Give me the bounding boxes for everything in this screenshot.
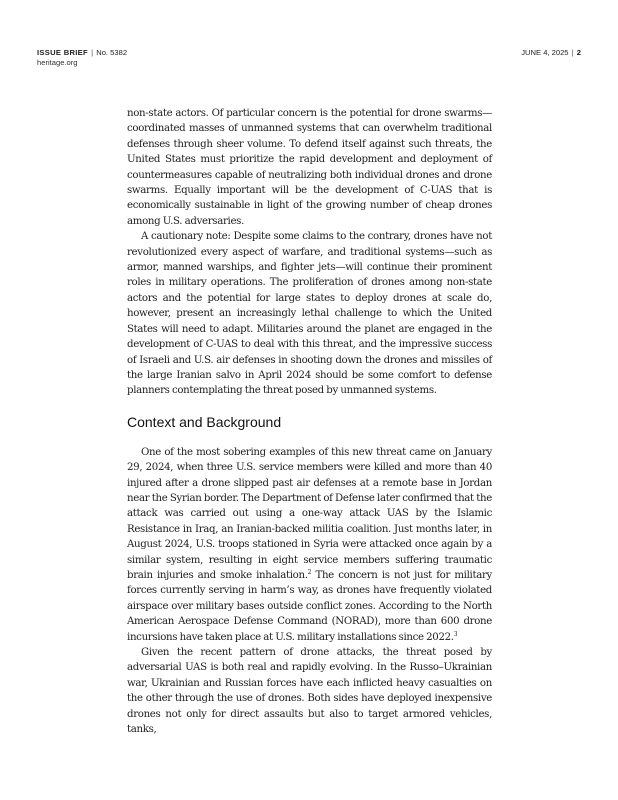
header-right [521,48,581,58]
article-body [127,106,492,737]
paragraph-3-part-b: The concern is not just for military forces currently serving in harm’s way, as drones have frequently violated airspace over military bases outside conflict zones. According to the North American Aerospace Defense Command (NORAD), more than 600 drone incursions have taken place at U.S. military installations since 2022. [127,569,492,643]
paragraph-2: A cautionary note: Despite some claims to the contrary, drones have not revolutionized every aspect of warfare, and traditional systems—such as armor, manned warships, and fighter jets—will continue their prominent roles in military operations. The proliferation of drones among non-state actors and the potential for large states to deploy drones at scale do, however, present an increasingly lethal challenge to which the United States will need to adapt. Militaries around the planet are engaged in the development of C-UAS to deal with this threat, and the impressive success of Israeli and U.S. air defenses in shooting down the drones and missiles of the large Iranian salvo in April 2024 should be some comfort to defense planners contemplating the threat posed by unmanned systems. [127,231,492,397]
issue-number: No. 5382 [96,48,128,57]
series-label: ISSUE BRIEF [37,48,88,57]
issue-line [37,48,127,58]
paragraph-3 [127,445,492,645]
page-header [37,48,581,78]
header-divider: | [91,48,94,57]
footnote-ref-2[interactable]: 2 [307,568,312,576]
header-left [37,48,127,68]
footnote-ref-3[interactable]: 3 [453,630,458,638]
publication-date: JUNE 4, 2025 [521,48,569,57]
paragraph-3-part-a: One of the most sobering examples of this new threat came on January 29, 2024, when three U.S. service members were killed and more than 40 injured after a drone slipped past air defenses at a remote base in Jordan near the Syrian border. The Department of Defense later confirmed that the attack was carried out using a one-way attack UAS by the Islamic Resistance in Iraq, an Iranian-backed militia coalition. Just months later, in August 2024, U.S. troops stationed in Syria were attacked once again by a similar system, resulting in eight service members suffering traumatic brain injuries and smoke inhalation. [127,446,492,581]
paragraph-4: Given the recent pattern of drone attacks, the threat posed by adversarial UAS is both real and rapidly evolving. In the Russo–Ukrainian war, Ukrainian and Russian forces have each inflicted heavy casualties on the other through the use of drones. Both sides have deployed inexpensive drones not only for direct assaults but also to target armored vehicles, tanks, [127,647,492,736]
section-heading: Context and Background [127,413,282,430]
page-number: 2 [576,48,581,57]
paragraph-1: non-state actors. Of particular concern is the potential for drone swarms—coordinated masses of unmanned systems that can overwhelm traditional defenses through sheer volume. To defend itself against such threats, the United States must prioritize the rapid development and deployment of countermeasures capable of neutralizing both individual drones and drone swarms. Equally important will be the development of C-UAS that is economically sustainable in light of the growing number of cheap drones among U.S. adversaries. [127,108,492,227]
header-divider-right: | [571,48,574,57]
site-url: heritage.org [37,58,78,67]
